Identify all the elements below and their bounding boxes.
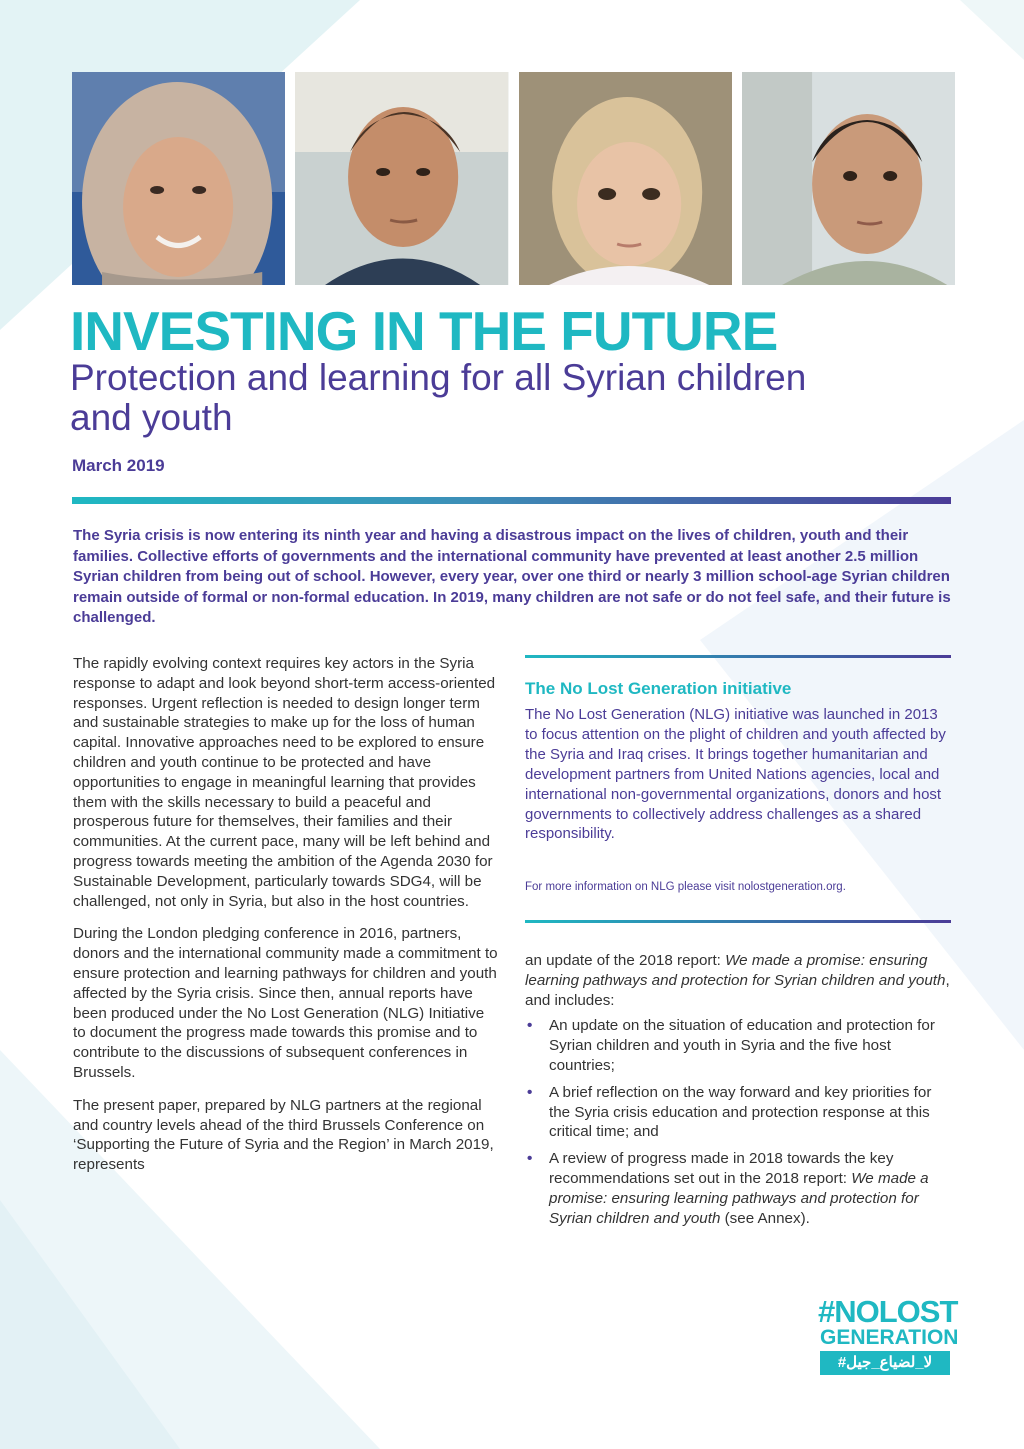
box-title: The No Lost Generation initiative [525, 679, 792, 698]
page-subtitle: Protection and learning for all Syrian children and youth [70, 357, 807, 438]
logo-arabic-text: لا_لضياع_جيل# [820, 1351, 950, 1375]
girl-in-hijab-photo [72, 72, 285, 285]
bullet-text-end: (see Annex). [720, 1209, 810, 1227]
report-title-italic: We made a promise: ensuring learning pathways and protection for Syrian children and youth [549, 1169, 929, 1227]
paragraph-london-conference: During the London pledging conference in 2016, partners, donors and the international community made a commitment to ensure protection and learning pathways for children and youth affected by the Syria crisis. Since then, annual reports have been produced under the No Lost Generation (NLG) Initiative to document the progress made towards this promise and to contribute to the discussions of subsequent conferences in Brussels. [73, 925, 498, 1081]
bullet-icon: • [527, 1150, 533, 1168]
bullet-text: A review of progress made in 2018 towards the key recommendations set out in the 2018 report: [549, 1150, 894, 1187]
box-top-rule [525, 655, 951, 658]
no-lost-generation-logo [818, 1294, 959, 1380]
intro-paragraph: The Syria crisis is now entering its ninth year and having a disastrous impact on the lives of children, youth and their families. Collective efforts of governments and the international community have prevented at least another 2.5 million Syrian children from being out of school. However, every year, over one third or nearly 3 million school-age Syrian children remain outside of formal or non-formal education. In 2019, many children are not safe or do not feel safe, and their future is challenged. [73, 527, 951, 627]
bullet-icon: • [527, 1017, 533, 1035]
list-item [525, 1083, 953, 1142]
box-bottom-rule [525, 920, 951, 923]
boy-photo [295, 72, 508, 285]
bullet-text: A brief reflection on the way forward and key priorities for the Syria crisis education and protection response at this critical time; and [549, 1083, 932, 1141]
update-intro-text: an update of the 2018 report: [525, 952, 726, 969]
logo-generation: GENERATION [820, 1326, 959, 1349]
update-intro-end: , and includes: [525, 971, 950, 1009]
list-item [525, 1149, 953, 1228]
paragraph-update-intro [525, 951, 953, 1010]
header-divider [72, 497, 951, 504]
left-column [73, 654, 498, 1188]
list-item [525, 1016, 953, 1075]
young-girl-photo [519, 72, 732, 285]
nlg-info-box [525, 655, 951, 923]
report-title-italic: We made a promise: ensuring learning pathways and protection for Syrian children and youth [525, 952, 946, 989]
right-column [525, 951, 953, 1235]
boy-looking-up-photo [742, 72, 955, 285]
bullet-icon: • [527, 1083, 533, 1101]
bullet-text: An update on the situation of education and protection for Syrian children and youth in Syria and the five host countries; [549, 1017, 935, 1074]
paragraph-present-paper: The present paper, prepared by NLG partners at the regional and country levels ahead of the third Brussels Conference on ‘Supporting the Future of Syria and the Region’ in March 2019, represents [73, 1096, 494, 1174]
publication-date: March 2019 [72, 456, 165, 475]
page-title: INVESTING IN THE FUTURE [70, 300, 778, 362]
paragraph-context: The rapidly evolving context requires key actors in the Syria response to adapt and look beyond short-term access-oriented responses. Urgent reflection is needed to design longer term and sustainable strategies to make up for the loss of human capital. Innovative approaches need to be explored to ensure children and youth continue to be protected and have opportunities to engage in meaningful learning that provides them with the skills necessary to build a peaceful and prosperous future for themselves, their families and their communities. At the current pace, many will be left behind and progress towards meeting the ambition of the Agenda 2030 for Sustainable Development, particularly towards SDG4, will be challenged, not only in Syria, but also in the host countries. [73, 655, 496, 910]
photo-strip [72, 72, 955, 285]
box-more-info-link[interactable]: For more information on NLG please visit nolostgeneration.org. [525, 881, 846, 893]
includes-list [525, 1016, 953, 1228]
box-body: The No Lost Generation (NLG) initiative was launched in 2013 to focus attention on the plight of children and youth affected by the Syria and Iraq crises. It brings together humanitarian and development partners from United Nations agencies, local and international non-governmental organizations, donors and host governments to collectively address challenges as a shared responsibility. [525, 706, 946, 843]
logo-hashtag: #NOLOST [818, 1294, 958, 1329]
